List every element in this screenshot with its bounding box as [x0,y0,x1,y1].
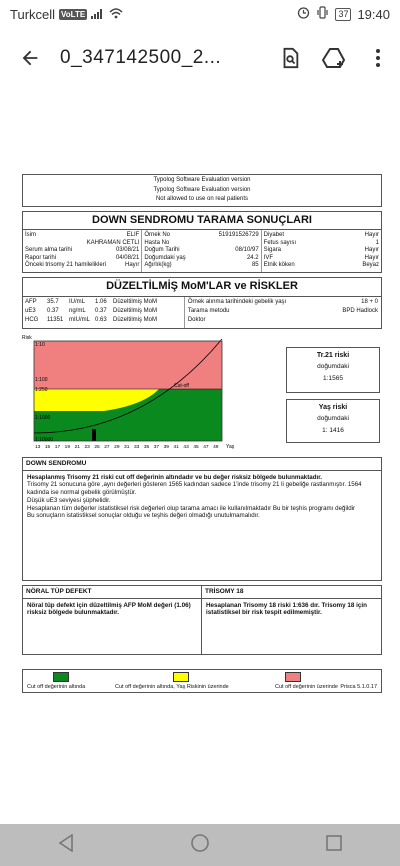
down-title: DOWN SENDROMU [23,458,381,471]
legend-swatch-red [285,672,301,682]
ntd-panel [23,586,202,654]
ntd-text: Nöral tüp defekt için düzeltilmiş AFP MoM değeri (1.06) risksiz bölgede bulunmaktadır. [27,601,191,617]
down-line: Trisomy 21 sonucuna göre ,aynı değerleri gösteren 1565 kadından sadece 1'inde trisomy 21 li gebeliğe rastlanmıştır. 1564 kadında ise normal gebelik görülmüştür. [27,481,362,497]
mom-title: DÜZELTİLMİŞ MoM'LAR ve RİSKLER [23,278,381,297]
mom-mom: 0.63 [95,317,107,324]
tr21-risk-box [286,347,380,393]
risk-chart-area [22,333,382,453]
field-value: 519191526729 [218,232,259,239]
field-value: KAHRAMAN CETLI [86,239,140,246]
field-label: Örnek No [144,232,171,239]
report-page [22,174,382,693]
mom-unit: IU/mL [69,299,86,306]
x-tick-label: 49 [213,444,219,450]
mom-mom: 1.06 [95,299,107,306]
system-nav-bar [0,824,400,866]
x-tick-label: 41 [173,444,179,450]
field-value: Hayır [124,262,140,269]
mom-detail [188,317,378,326]
detail-label: Doktor [187,316,206,323]
field-label: Ağırlık(kg) [144,262,172,269]
field-label: Doğumdaki yaş [144,254,186,261]
mom-unit: mIU/mL [69,317,90,324]
software-version: Prisca 5.1.0.17 [340,683,377,690]
y-tick-label: 1:250 [35,386,48,393]
mom-val: 11351 [47,317,64,324]
down-line: Bu sonuçların istatistiksel sonuçlar olduğu ve teşhis değeri olmadığı unutulmamalıdır. [27,512,260,520]
mom-detail [188,299,378,308]
more-options-button[interactable] [356,28,400,88]
mom-row [25,308,182,317]
y-tick-label: 1:100 [35,376,48,383]
add-to-drive-icon [322,47,346,69]
x-tick-label: 23 [84,444,90,450]
tr21-sub: doğumdaki [317,363,349,371]
down-syndrome-section [22,457,382,581]
find-in-document-button[interactable] [268,28,312,88]
detail-label: Örnek alınma tarihindeki gebelik yaşı [187,298,287,305]
document-viewer[interactable] [0,88,400,824]
ntd-tri18-section [22,585,382,655]
legend-swatch-yellow [173,672,189,682]
detail-label: Tarama metodu [187,307,230,314]
mom-lbl: Düzeltilmiş MoM [113,317,158,324]
x-tick-label: 31 [124,444,130,450]
field-label: Doğum Tarihi [144,247,180,254]
field-label: İsim [25,232,36,239]
field-label: Fetus sayısı [263,239,296,246]
field-label: IVF [263,254,273,261]
legend-label: Cut off değerinin üzerinde [275,683,338,690]
document-title: 0_347142500_2... [60,47,222,68]
risk-chart [22,333,302,453]
mom-section [22,277,382,329]
report-title: DOWN SENDROMU TARAMA SONUÇLARI [23,212,381,231]
volte-badge: VoLTE [61,9,86,19]
x-tick-label: 25 [94,444,100,450]
mom-detail [188,308,378,317]
cutoff-label: Cut-off [174,382,189,389]
field-value: 24.2 [246,254,259,261]
field-label: Önceki trisomy 21 hamilelikleri [25,262,107,269]
patient-column [23,230,142,272]
down-line: Hesaplanan tüm değerler istatistiksel risk değerleri olup tarama amacı ile kullanılmaktadır Bu bir teşhis programı değildir [27,504,356,512]
x-tick-label: 45 [193,444,199,450]
patient-section [22,211,382,273]
field-value: 08/10/97 [235,247,259,254]
field-value: 04/08/21 [115,254,140,261]
x-tick-label: 29 [114,444,120,450]
mom-m: AFP [25,299,37,306]
field-value: 03/08/21 [115,247,140,254]
triangle-back-icon [58,834,74,852]
field-label: Serum alma tarihi [25,247,73,254]
signal-icon [91,7,105,22]
field-value: 85 [251,262,259,269]
search-document-icon [279,47,301,69]
x-axis-unit: Yaş [226,443,235,450]
mom-val: 0.37 [47,308,59,315]
x-tick-label: 35 [143,444,150,450]
risk-legend [22,669,382,693]
field-label: Rapor tarihi [25,254,57,261]
add-to-drive-button[interactable] [312,28,356,88]
mom-unit: ng/mL [69,308,86,315]
patient-field [264,262,379,270]
app-bar [0,28,400,88]
mom-details [185,297,381,328]
down-summary: Hesaplanmış Trisomy 21 riski cut off değerinin altındadır ve bu değer risksiz bölgede bulunmaktadır. [27,473,323,481]
field-label: Etnik köken [263,262,295,269]
ntd-title: NÖRAL TÜP DEFEKT [23,586,201,599]
tr21-value: 1:1565 [323,375,343,383]
vibrate-icon [316,6,329,22]
tr21-title: Tr.21 riski [316,351,350,359]
patient-field [264,240,379,248]
patient-field [144,240,258,248]
x-tick-label: 15 [44,444,51,450]
legend-label: Cut off değerinin altında [27,683,86,690]
alarm-icon [297,6,310,22]
legend-label: Cut off değerinin altında, Yaş Riskinin üzerinde [115,683,229,690]
mom-val: 35.7 [47,299,59,306]
patient-column [262,230,381,272]
mom-values [23,297,185,328]
arrow-back-icon [19,47,41,69]
x-tick-label: 43 [183,444,189,450]
risk-axis-label: Risk [22,334,32,341]
x-tick-label: 37 [153,444,160,450]
field-value: 1 [375,239,379,246]
status-bar [0,0,400,28]
field-value: Beyaz [362,262,379,269]
x-tick-label: 17 [54,444,61,450]
wifi-icon [109,7,123,22]
tri18-text: Hesaplanan Trisomy 18 riski 1:636 dır. Trisomy 18 için istatistiksel bir risk tespit edilmemiştir. [206,601,368,617]
mom-lbl: Düzeltilmiş MoM [113,299,158,306]
mom-lbl: Düzeltilmiş MoM [113,308,158,315]
notice-line: Typolog Software Evaluation version [153,186,251,193]
x-tick-label: 19 [64,444,71,450]
patient-info [23,230,381,272]
mom-m: uE3 [25,308,36,315]
x-tick-label: 47 [203,444,209,450]
patient-field [25,247,139,255]
patient-field [144,232,258,240]
age-risk-title: Yaş riski [318,403,348,411]
patient-field [25,240,139,248]
nav-recents-button[interactable] [326,835,342,856]
mom-row [25,299,182,308]
x-tick-label: 33 [133,444,140,450]
detail-value: BPD Hadlock [342,307,378,314]
legend-swatch-green [53,672,69,682]
y-tick-label: 1:10000 [35,436,54,443]
patient-column [142,230,261,272]
nav-home-button[interactable] [190,833,210,858]
nav-back-button[interactable] [58,834,74,857]
y-tick-label: 1:10 [35,341,45,348]
x-tick-label: 27 [104,444,110,450]
patient-field [25,232,139,240]
field-value: Hayır [364,247,379,254]
x-tick-label: 21 [74,444,80,450]
back-button[interactable] [0,28,60,88]
field-value: Hayır [364,232,379,239]
patient-field [264,255,379,263]
mom-m: HCG [25,317,39,324]
mom-mom: 0.37 [95,308,107,315]
patient-field [144,262,258,270]
field-label: Hasta No [144,239,170,246]
notice-line: Typolog Software Evaluation version [153,177,251,183]
age-risk-value: 1: 1416 [322,427,344,435]
y-tick-label: 1:1000 [35,414,51,421]
down-line: Düşük uE3 seviyesi şüphelidir. [27,496,111,504]
patient-field [144,247,258,255]
carrier-name: Turkcell [10,6,56,22]
x-tick-label: 13 [35,444,41,450]
evaluation-notice [22,174,382,207]
more-vert-icon [375,48,381,68]
circle-home-icon [190,833,210,853]
battery-indicator: 37 [335,8,351,21]
clock: 19:40 [357,6,390,22]
age-risk-sub: doğumdaki [317,415,349,423]
patient-marker [92,429,96,441]
patient-field [25,262,139,270]
patient-field [264,247,379,255]
notice-line: Not allowed to use on real patients [155,196,249,202]
tri18-title: TRİSOMY 18 [202,586,381,599]
square-recents-icon [326,835,342,851]
field-value: ELIF [126,232,140,239]
patient-field [264,232,379,240]
age-risk-box [286,399,380,443]
mom-row [25,317,182,326]
tri18-panel [202,586,381,654]
field-label: Diyabet [263,232,284,239]
patient-field [144,255,258,263]
field-value: Hayır [364,254,379,261]
x-tick-label: 39 [163,444,169,450]
field-label: Sigara [263,247,281,254]
detail-value: 18 + 0 [361,298,378,305]
